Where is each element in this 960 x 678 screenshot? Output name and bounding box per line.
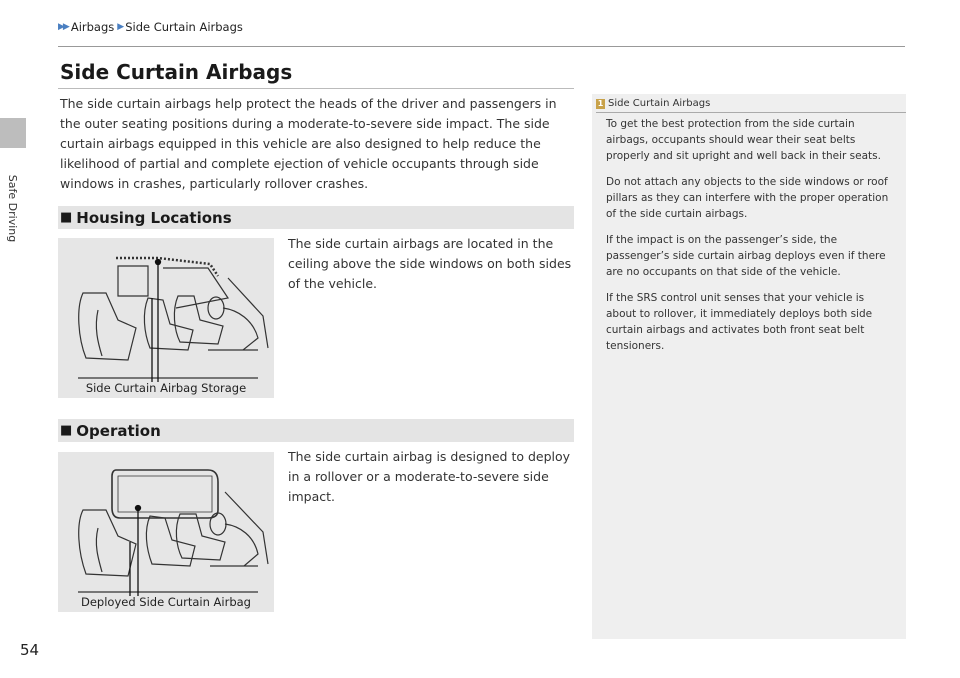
figure-airbag-storage (58, 238, 274, 398)
sidebar-paragraph: If the impact is on the passenger’s side, the passenger’s side curtain airbag deploys even if there are no occupants on that side of the vehicle. (606, 234, 886, 278)
sidebar-heading (596, 98, 710, 109)
breadcrumb-item-side-curtain-airbags[interactable]: Side Curtain Airbags (125, 20, 243, 34)
page-number: 54 (20, 641, 40, 659)
sidebar-note (592, 94, 906, 639)
breadcrumb-arrow-icon: ▶▶ (58, 22, 68, 32)
section-header-housing-locations (58, 206, 574, 229)
chapter-tab-marker (0, 118, 26, 148)
section-header-operation (58, 419, 574, 442)
section-body-housing-locations: The side curtain airbags are located in the ceiling above the side windows on both sides of the vehicle. (288, 236, 572, 291)
figure-deployed-airbag (58, 452, 274, 612)
title-divider (58, 88, 574, 89)
figure-caption: Side Curtain Airbag Storage (85, 381, 247, 395)
note-icon: 1 (597, 98, 604, 108)
sidebar-body (606, 116, 896, 364)
figure-caption: Deployed Side Curtain Airbag (80, 595, 251, 609)
section-marker-icon: ■ (60, 423, 73, 438)
section-marker-icon: ■ (60, 210, 73, 225)
sidebar-paragraph: To get the best protection from the side curtain airbags, occupants should wear their seat belts properly and sit upright and well back in their seats. (606, 118, 881, 162)
sidebar-divider (596, 112, 906, 113)
car-interior-deployed-illustration (58, 452, 274, 612)
breadcrumb-item-airbags[interactable]: Airbags (70, 20, 115, 34)
page-title: Side Curtain Airbags (60, 60, 293, 84)
sidebar-paragraph: Do not attach any objects to the side windows or roof pillars as they can interfere with the proper operation of the side curtain airbags. (606, 176, 889, 220)
section-title: Housing Locations (76, 208, 232, 227)
breadcrumb-separator-icon: ▶ (117, 22, 123, 32)
chapter-side-label-text: Safe Driving (6, 174, 20, 242)
section-body-operation: The side curtain airbag is designed to deploy in a rollover or a moderate-to-severe side impact. (288, 449, 571, 504)
breadcrumb (58, 20, 243, 34)
car-interior-storage-illustration (58, 238, 274, 398)
sidebar-heading-text[interactable]: Side Curtain Airbags (608, 98, 711, 109)
intro-paragraph: The side curtain airbags help protect the heads of the driver and passengers in the outer seating positions during a moderate-to-severe side impact. The side curtain airbags equipped in this vehicle are also designed to help reduce the likelihood of partial and complete ejection of vehicle occupants through side windows in crashes, particularly rollover crashes. (60, 96, 557, 191)
header-divider (58, 46, 905, 47)
chapter-side-label (0, 148, 26, 268)
sidebar-paragraph: If the SRS control unit senses that your vehicle is about to rollover, it immediately deploys both side curtain airbags and activates both front seat belt tensioners. (606, 292, 873, 352)
section-title: Operation (76, 421, 161, 440)
